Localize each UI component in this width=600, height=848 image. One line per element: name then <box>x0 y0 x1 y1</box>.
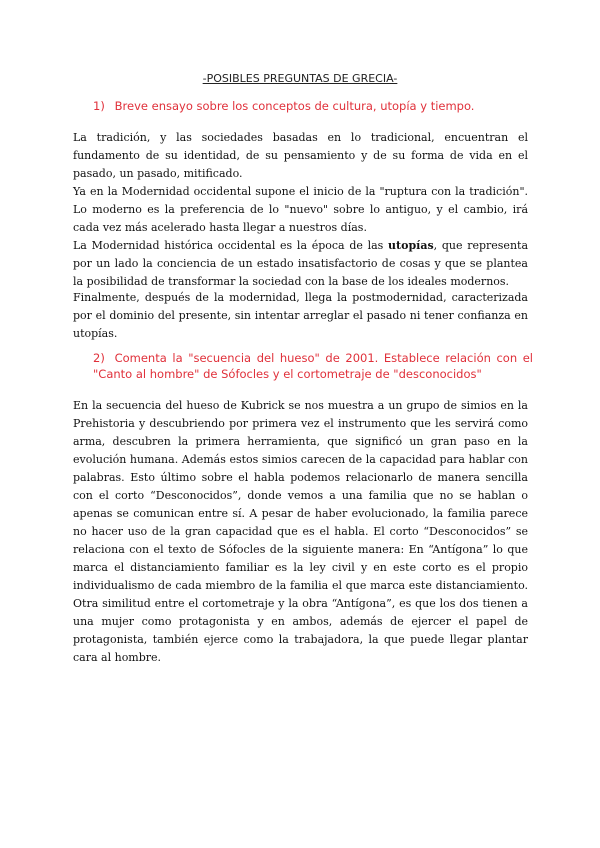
question-1-text: Breve ensayo sobre los conceptos de cultura, utopía y tiempo. <box>114 99 475 113</box>
page-title: -POSIBLES PREGUNTAS DE GRECIA- <box>202 72 398 85</box>
section-2-paragraph-1: En la secuencia del hueso de Kubrick se nos muestra a un grupo de simios en la Prehistoria y descubriendo por primera vez el instrumento que les servirá como arma, descubren la primera herramienta, que significó un gran paso en la evolución humana. Además estos simios carecen de la capacidad para hablar con palabras. Esto último sobre el habla podemos relacionarlo de manera sencilla con el corto “Desconocidos”, donde vemos a una familia que no se hablan o apenas se comunican entre sí. A pesar de haber evolucionado, la familia parece no hacer uso de la gran capacidad que es el habla. El corto “Desconocidos” se relaciona con el texto de Sófocles de la siguiente manera: En “Antígona” lo que marca el distanciamiento familiar es la ley civil y en este corto es el propio individualismo de cada miembro de la familia el que marca este distanciamiento. Otra similitud entre el cortometraje y la obra “Antígona”, es que los dos tienen a una mujer como protagonista y en ambos, además de ejercer el papel de protagonista, también ejerce como la trabajadora, la que puede llegar plantar cara al hombre. <box>73 399 528 664</box>
question-2-heading <box>93 350 533 382</box>
section-1-paragraph-1: La tradición, y las sociedades basadas en lo tradicional, encuentran el fundamento de su identidad, de su pensamiento y de su forma de vida en el pasado, un pasado, mitificado. <box>73 131 528 180</box>
question-1-heading <box>93 98 533 114</box>
paragraph-3-text-end: , que representa por un lado la conciencia de un estado insatisfactorio de cosas y que se plantea la posibilidad de transformar la sociedad con la base de los ideales modernos. <box>73 239 529 288</box>
utopias-bold-term: utopías <box>388 239 434 252</box>
section-1-paragraph-4: Finalmente, después de la modernidad, llega la postmodernidad, caracterizada por el dominio del presente, sin intentar arreglar el pasado ni tener confianza en utopías. <box>73 291 528 340</box>
section-1-paragraph-3 <box>73 237 528 291</box>
section-1-paragraph-2: Ya en la Modernidad occidental supone el inicio de la "ruptura con la tradición". Lo moderno es la preferencia de lo "nuevo" sobre lo antiguo, y el cambio, irá cada vez más acelerado hasta llegar a nuestros días. <box>73 185 528 234</box>
question-1-number: 1) <box>93 99 105 113</box>
question-2-text: Comenta la "secuencia del hueso" de 2001. Establece relación con el "Canto al hombre" de Sófocles y el cortometraje de "desconocidos" <box>93 351 533 381</box>
question-2-number: 2) <box>93 351 105 365</box>
paragraph-3-text-start: La Modernidad histórica occidental es la época de las <box>73 239 389 252</box>
